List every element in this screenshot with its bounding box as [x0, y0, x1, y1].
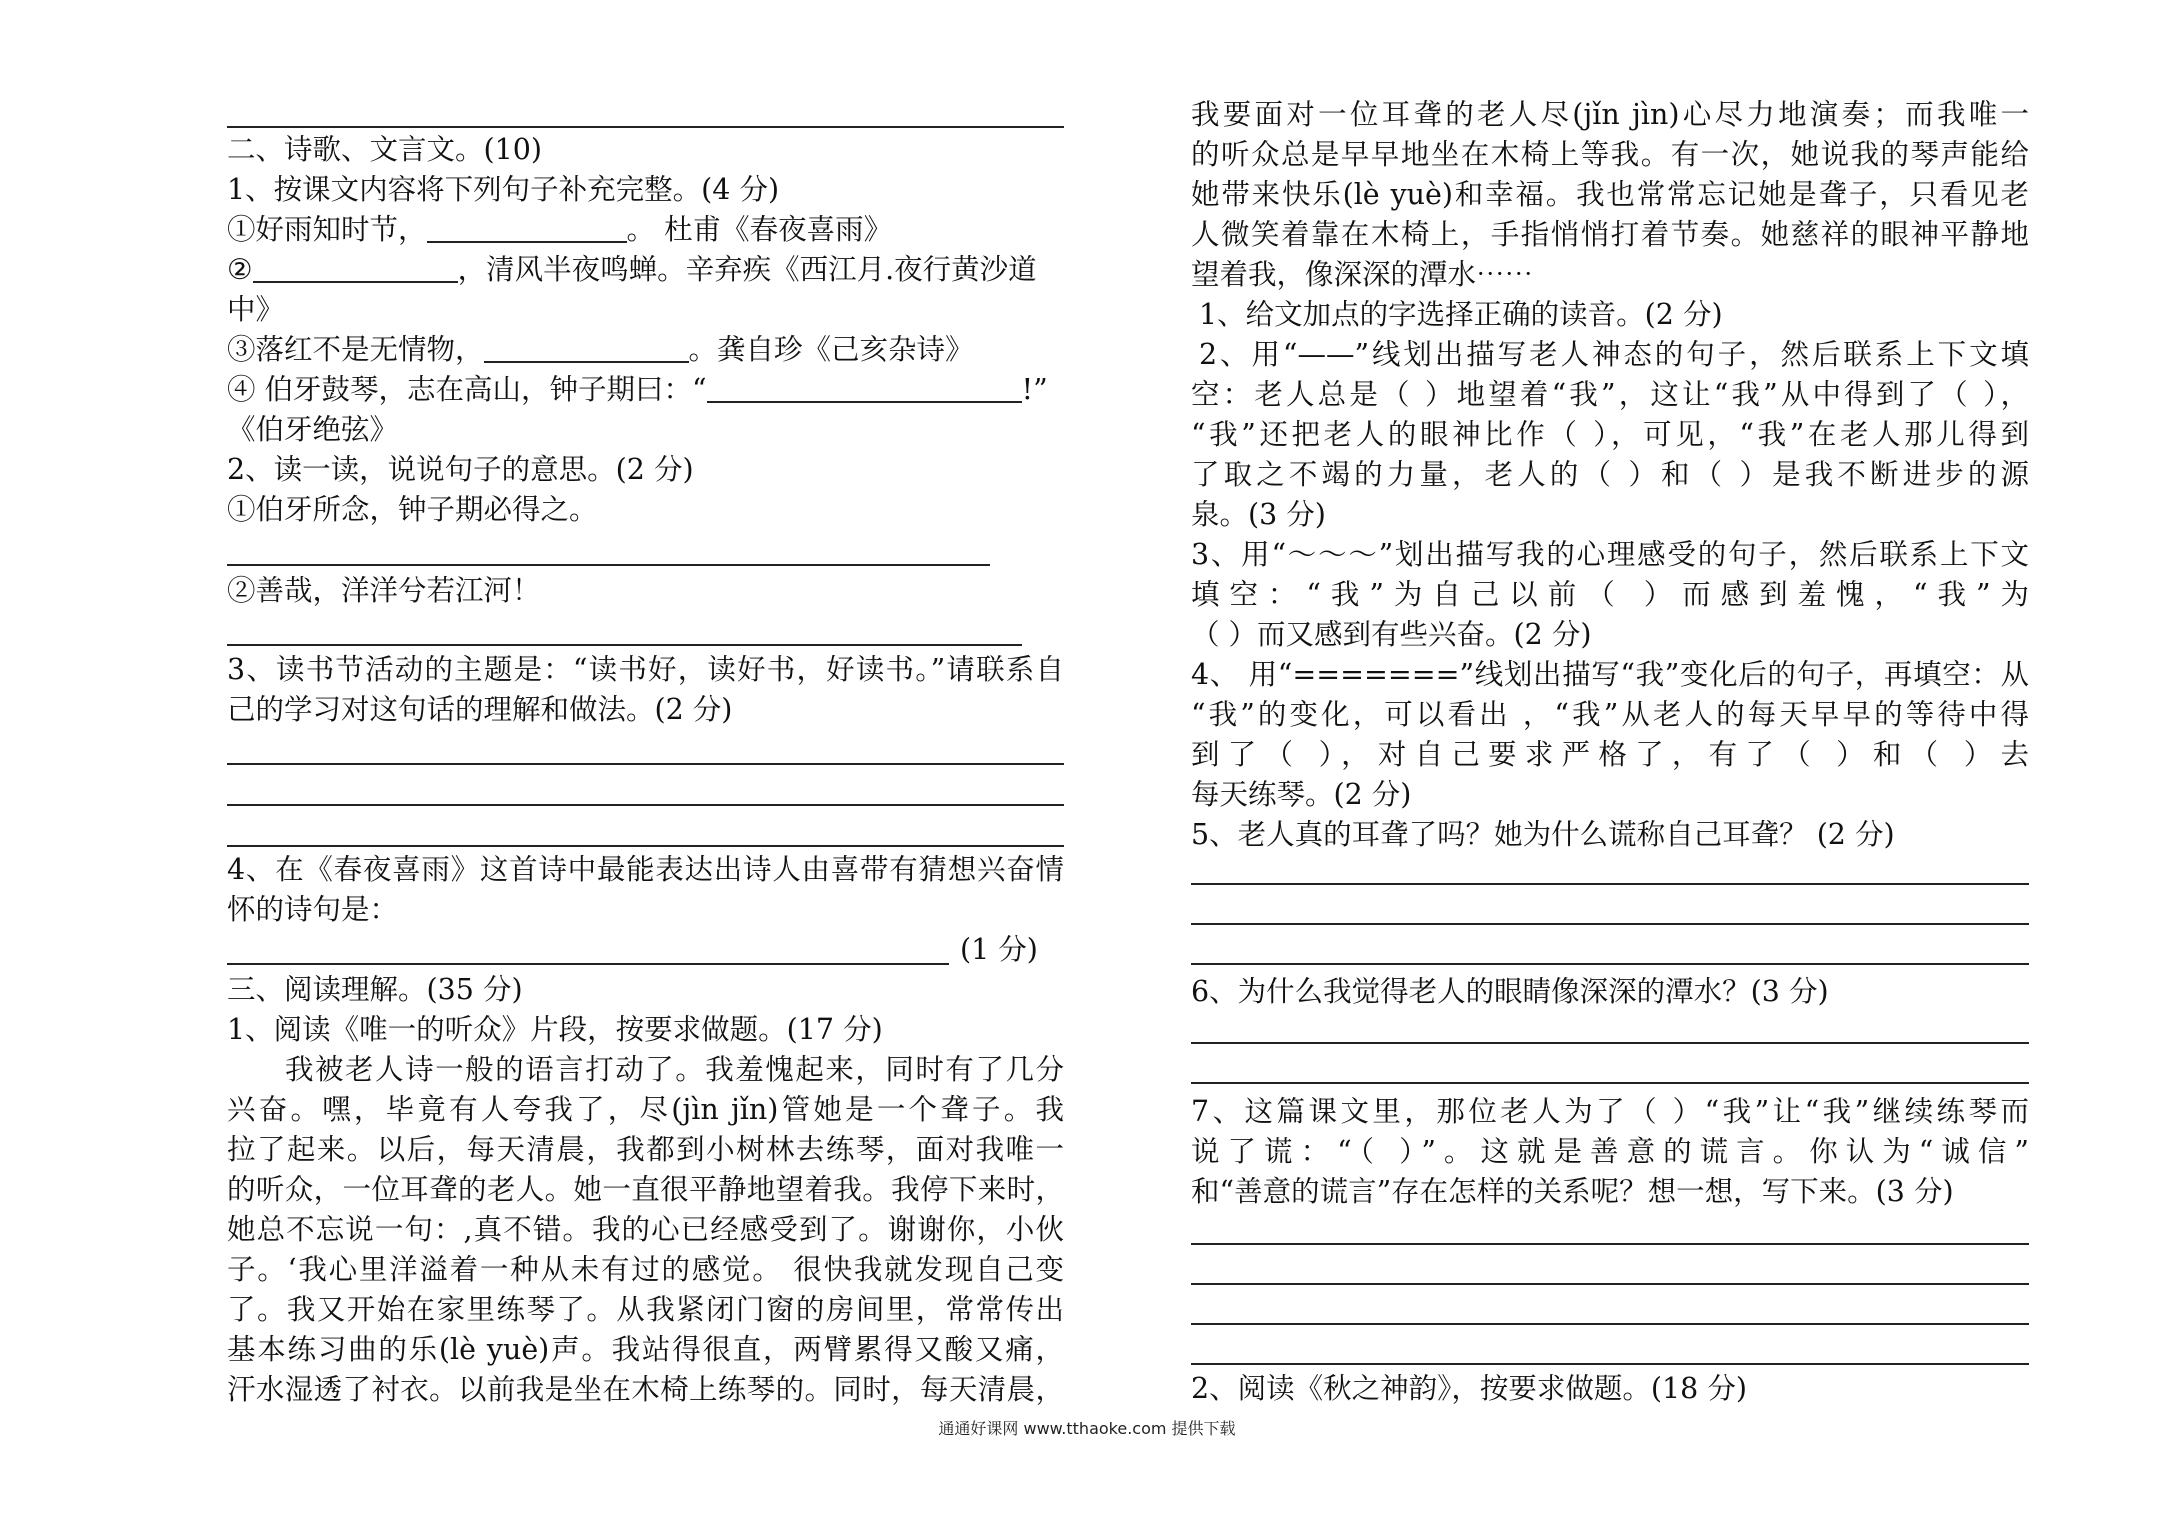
answer-line[interactable]: [227, 845, 1064, 847]
passage-line: 的听众，一位耳聋的老人。她一直很平静地望着我。我停下来时，: [227, 1173, 1064, 1206]
reading-q7-line: 7、这篇课文里，那位老人为了（ ）“我”让“我”继续练琴而: [1191, 1095, 2029, 1128]
reading-q2-line: 了取之不竭的力量，老人的（ ）和（ ）是我不断进步的源: [1191, 458, 2029, 491]
q4-score: (1 分): [960, 933, 1038, 966]
answer-blank[interactable]: [427, 211, 627, 243]
answer-line[interactable]: [227, 963, 949, 965]
reading-q4-line: “我”的变化，可以看出 ，“我”从老人的每天早早的等待中得: [1191, 698, 2029, 731]
section2-title: 二、诗歌、文言文。(10): [227, 133, 543, 166]
reading-q3-line: 填空：“我”为自己以前（ ）而感到羞愧，“我”为: [1191, 578, 2029, 611]
reading-q2-line: 空：老人总是（ ）地望着“我”，这让“我”从中得到了（ ），: [1191, 378, 2029, 411]
passage-line: 她带来快乐(lè yuè)和幸福。我也常常忘记她是聋子，只看见老: [1191, 178, 2029, 211]
answer-line[interactable]: [1191, 1323, 2029, 1325]
answer-blank[interactable]: [707, 371, 1022, 403]
reading-q6: 6、为什么我觉得老人的眼睛像深深的潭水？(3 分): [1191, 975, 1829, 1008]
answer-line[interactable]: [1191, 1283, 2029, 1285]
passage-line: 我被老人诗一般的语言打动了。我羞愧起来，同时有了几分: [285, 1053, 1064, 1086]
reading-q5: 5、老人真的耳聋了吗？她为什么谎称自己耳聋？ (2 分): [1191, 818, 1895, 851]
reading-q4-line: 每天练琴。(2 分): [1191, 778, 1412, 811]
answer-blank[interactable]: [253, 251, 458, 283]
passage-line: 了。我又开始在家里练琴了。从我紧闭门窗的房间里，常常传出: [227, 1293, 1064, 1326]
q2-item2: ②善哉，洋洋兮若江河！: [227, 574, 541, 607]
reading2-title: 2、阅读《秋之神韵》，按要求做题。(18 分): [1191, 1372, 1747, 1405]
passage-line: 人微笑着靠在木椅上，手指悄悄打着节奏。她慈祥的眼神平静地: [1191, 218, 2029, 251]
passage-line: 望着我，像深深的潭水⋯⋯: [1191, 258, 1534, 291]
answer-line[interactable]: [227, 564, 990, 566]
reading-q2-line: “我”还把老人的眼神比作（ ），可见，“我”在老人那儿得到: [1191, 418, 2029, 451]
q1-item4-continued: 《伯牙绝弦》: [227, 413, 399, 446]
answer-line[interactable]: [227, 804, 1064, 806]
q1-item3: ③落红不是无情物， 。龚自珍《己亥杂诗》: [227, 333, 974, 366]
answer-line[interactable]: [227, 763, 1064, 765]
reading-q2-line: 2、用“——”线划出描写老人神态的句子，然后联系上下文填: [1199, 338, 2029, 371]
passage-line: 我要面对一位耳聋的老人尽(jǐn jìn)心尽力地演奏；而我唯一: [1191, 98, 2029, 131]
q2-title: 2、读一读，说说句子的意思。(2 分): [227, 453, 694, 486]
footer-credit: 通通好课网 www.tthaoke.com 提供下载: [938, 1419, 1236, 1438]
q4-line1: 4、在《春夜喜雨》这首诗中最能表达出诗人由喜带有猜想兴奋情: [227, 853, 1064, 886]
q1-item1: ①好雨知时节， 。 杜甫《春夜喜雨》: [227, 213, 893, 246]
reading-q7-line: 说了谎：“（ ）”。这就是善意的谎言。你认为“诚信”: [1191, 1135, 2029, 1168]
answer-line[interactable]: [1191, 963, 2029, 965]
passage-line: 拉了起来。以后，每天清晨，我都到小树林去练琴，面对我唯一: [227, 1133, 1064, 1166]
passage-line: 兴奋。嘿，毕竟有人夸我了，尽(jìn jǐn)管她是一个聋子。我: [227, 1093, 1064, 1126]
answer-line[interactable]: [1191, 1082, 2029, 1084]
answer-line[interactable]: [1191, 1042, 2029, 1044]
q1-item2-continued: 中》: [227, 293, 285, 326]
q1-item4: ④ 伯牙鼓琴，志在高山，钟子期曰：“ !”: [227, 373, 1048, 406]
section3-title: 三、阅读理解。(35 分): [227, 973, 523, 1006]
reading-q7-line: 和“善意的谎言”存在怎样的关系呢？想一想，写下来。(3 分): [1191, 1175, 1954, 1208]
top-rule: [227, 126, 1064, 128]
answer-blank[interactable]: [484, 331, 689, 363]
passage-line: 她总不忘说一句：,真不错。我的心已经感受到了。谢谢你，小伙: [227, 1213, 1064, 1246]
reading-q4-line: 到了（ ），对自己要求严格了，有了（ ）和（ ）去: [1191, 738, 2029, 771]
passage-line: 子。‘我心里洋溢着一种从未有过的感觉。 很快我就发现自己变: [227, 1253, 1064, 1286]
answer-line[interactable]: [227, 644, 1022, 646]
q1-item2: ② ，清风半夜鸣蝉。辛弃疾《西江月.夜行黄沙道: [227, 253, 1037, 286]
q2-item1: ①伯牙所念，钟子期必得之。: [227, 493, 598, 526]
reading1-title: 1、阅读《唯一的听众》片段，按要求做题。(17 分): [227, 1013, 883, 1046]
passage-line: 的听众总是早早地坐在木椅上等我。有一次，她说我的琴声能给: [1191, 138, 2029, 171]
q4-line2: 怀的诗句是：: [227, 893, 399, 926]
answer-line[interactable]: [1191, 923, 2029, 925]
answer-line[interactable]: [1191, 1363, 2029, 1365]
reading-q2-line: 泉。(3 分): [1191, 498, 1326, 531]
reading-q1: 1、给文加点的字选择正确的读音。(2 分): [1199, 298, 1723, 331]
passage-line: 汗水湿透了衬衣。以前我是坐在木椅上练琴的。同时，每天清晨，: [227, 1373, 1064, 1406]
q3-line2: 己的学习对这句话的理解和做法。(2 分): [227, 693, 733, 726]
answer-line[interactable]: [1191, 1243, 2029, 1245]
q3-line1: 3、读书节活动的主题是：“读书好，读好书，好读书。”请联系自: [227, 653, 1064, 686]
reading-q3-line: （ ）而又感到有些兴奋。(2 分): [1191, 618, 1592, 651]
answer-line[interactable]: [1191, 883, 2029, 885]
passage-line: 基本练习曲的乐(lè yuè)声。我站得很直，两臂累得又酸又痛，: [227, 1333, 1064, 1366]
reading-q3-line: 3、用“～～～”划出描写我的心理感受的句子，然后联系上下文: [1191, 538, 2029, 571]
q1-title: 1、按课文内容将下列句子补充完整。(4 分): [227, 173, 780, 206]
reading-q4-line: 4、 用“=======”线划出描写“我”变化后的句子，再填空：从: [1191, 658, 2029, 691]
